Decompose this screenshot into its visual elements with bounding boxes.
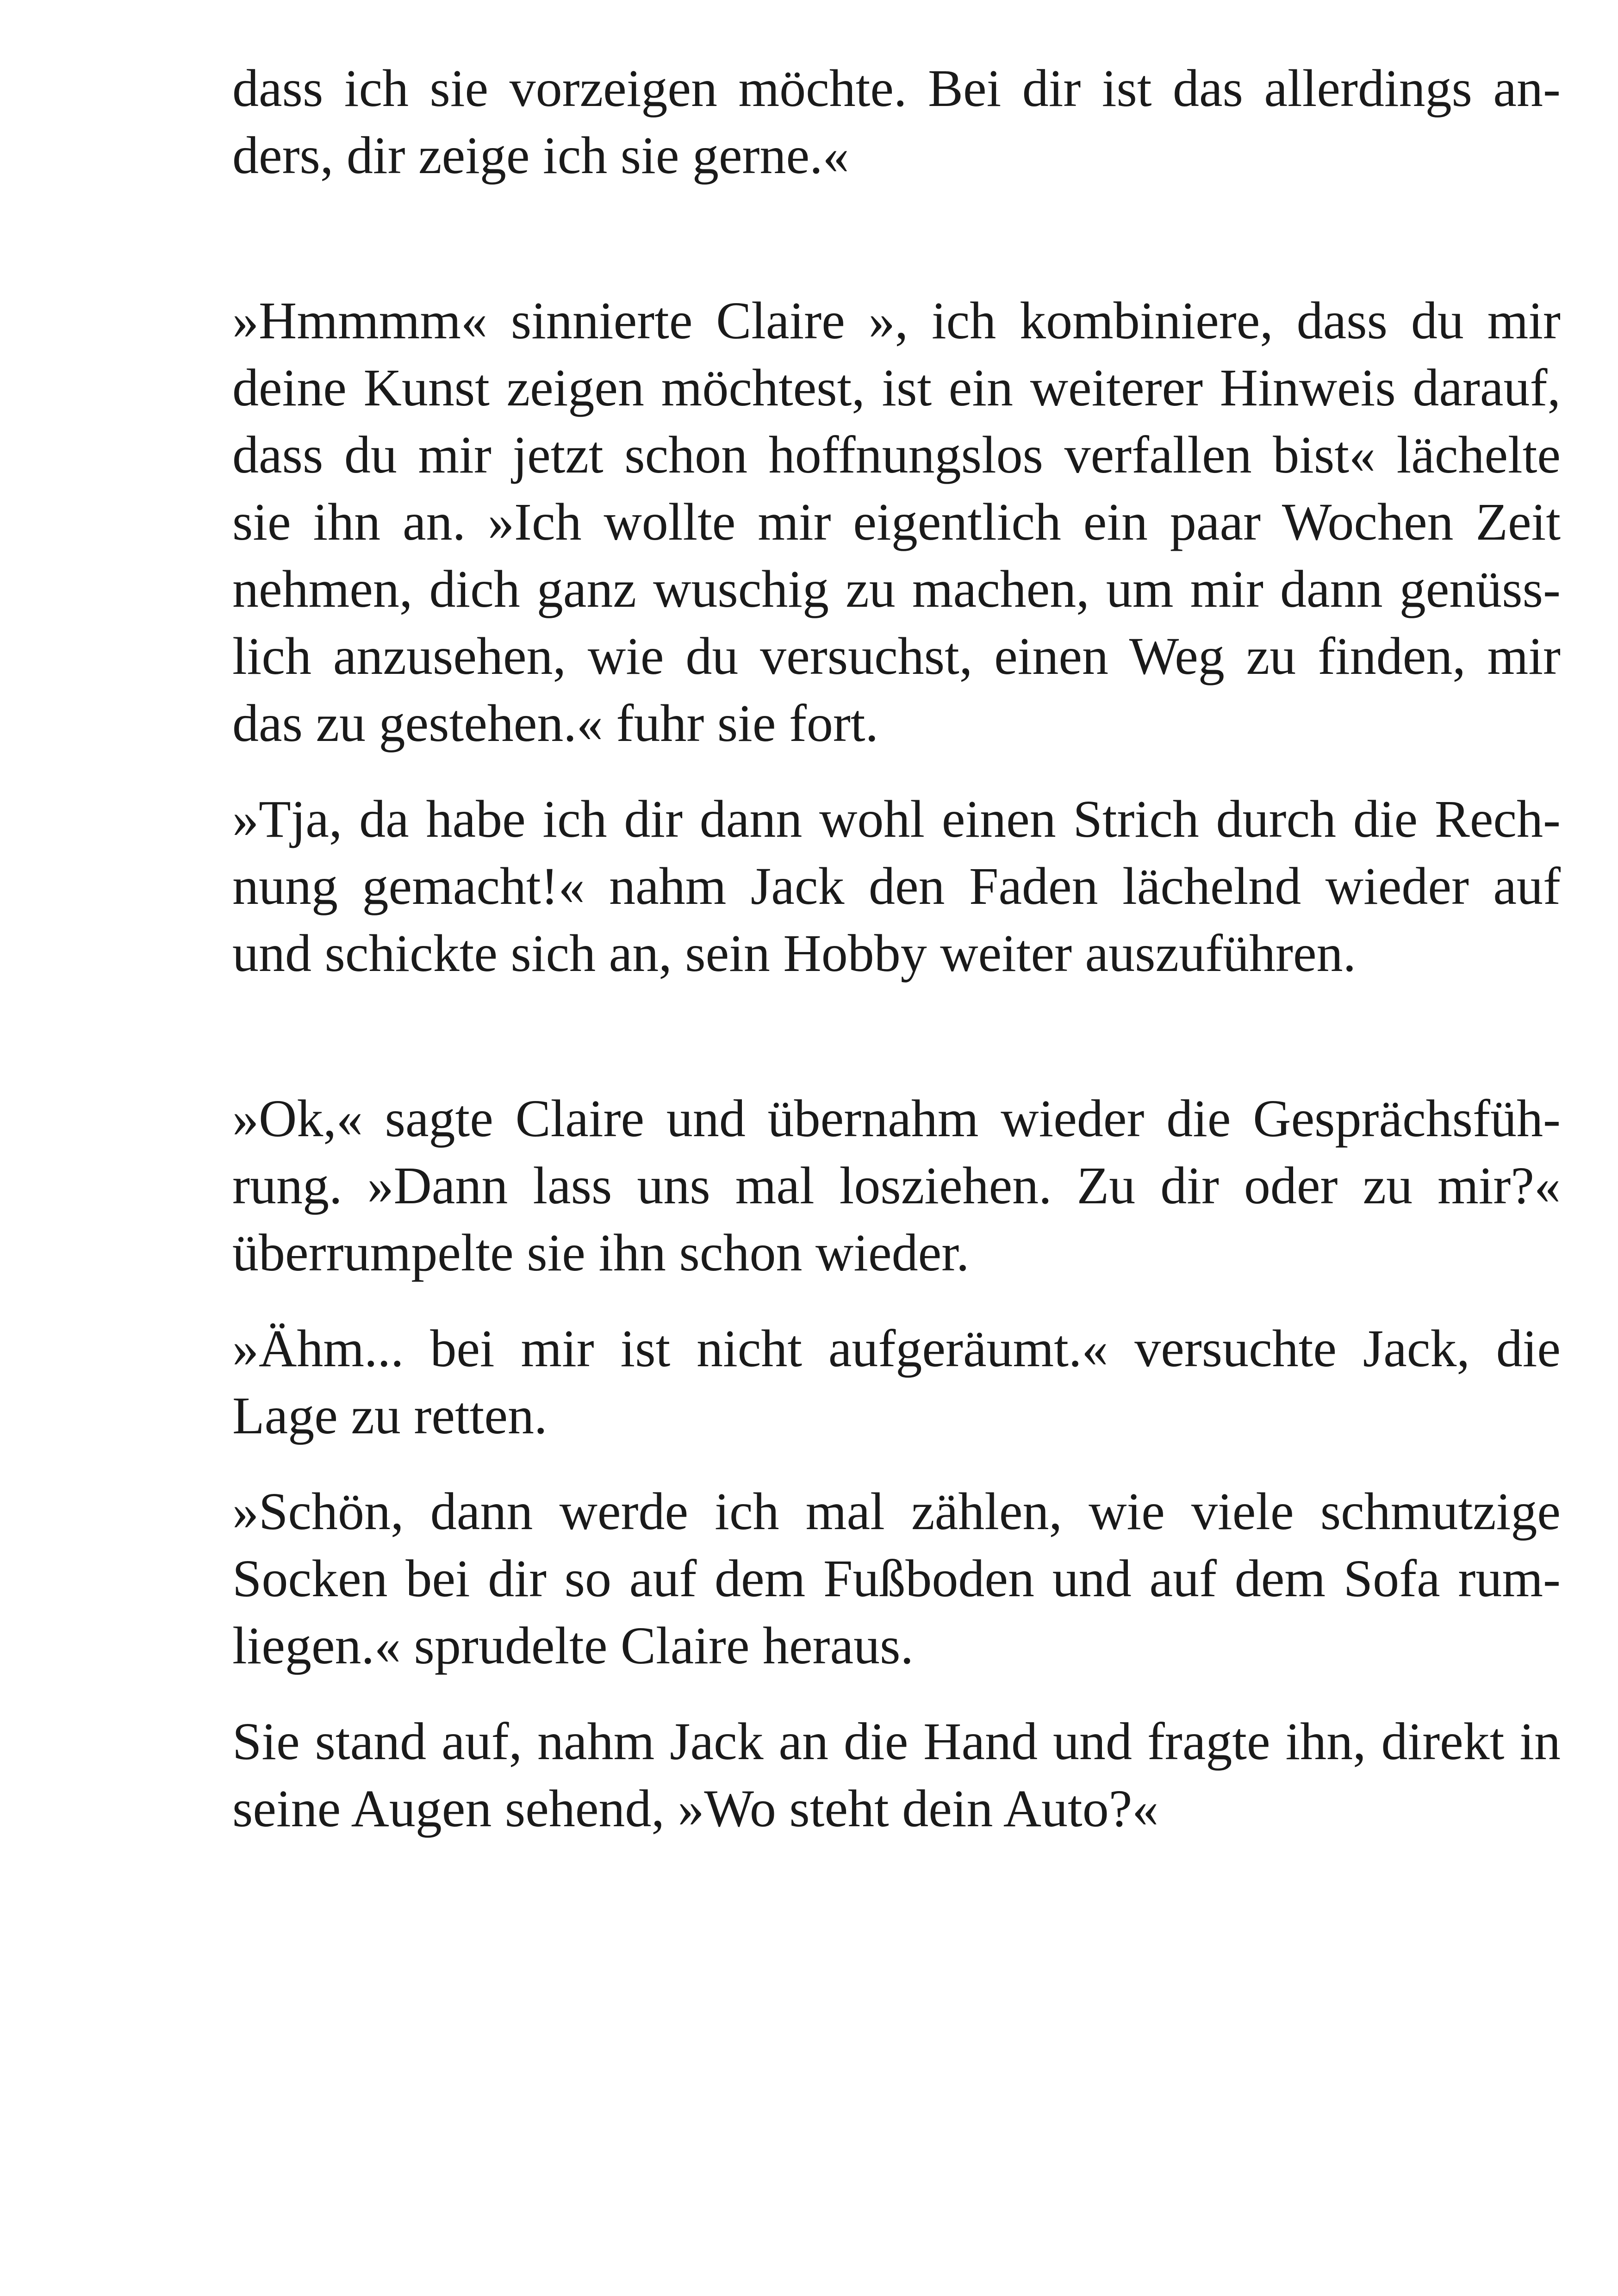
paragraph-6: »Schön, dann werde ich mal zählen, wie viele schmutzige Socken bei dir so auf dem Fußboden und auf dem Sofa rumliegen.« sprudelte Claire heraus. <box>232 1482 1561 1675</box>
paragraph-5: »Ähm... bei mir ist nicht aufgeräumt.« versuchte Jack, die Lage zu retten. <box>232 1319 1561 1445</box>
paragraph-3: »Tja, da habe ich dir dann wohl einen Strich durch die Rechnung gemacht!« nahm Jack den Faden lächelnd wieder auf und schickte sich an, sein Hobby weiter auszuführen. <box>232 790 1561 983</box>
paragraph-1: dass ich sie vorzeigen möchte. Bei dir ist das allerdings anders, dir zeige ich sie gerne.« <box>232 59 1561 185</box>
paragraph-2: »Hmmmm« sinnierte Claire », ich kombiniere, dass du mir deine Kunst zeigen möchtest, ist ein weiterer Hinweis darauf, dass du mir jetzt schon hoffnungslos verfallen bist« lächelte sie ihn an. »Ich wollte mir eigentlich ein paar Wochen Zeit nehmen, dich ganz wuschig zu machen, um mir dann genüsslich anzusehen, wie du versuchst, einen Weg zu finden, mir das zu gestehen.« fuhr sie fort. <box>232 291 1561 753</box>
paragraph-7: Sie stand auf, nahm Jack an die Hand und fragte ihn, direkt in seine Augen sehend, »Wo steht dein Auto?« <box>232 1712 1561 1838</box>
paragraph-4: »Ok,« sagte Claire und übernahm wieder die Gesprächsführung. »Dann lass uns mal losziehen. Zu dir oder zu mir?« überrumpelte sie ihn schon wieder. <box>232 1089 1561 1282</box>
document-page <box>232 55 1561 1871</box>
